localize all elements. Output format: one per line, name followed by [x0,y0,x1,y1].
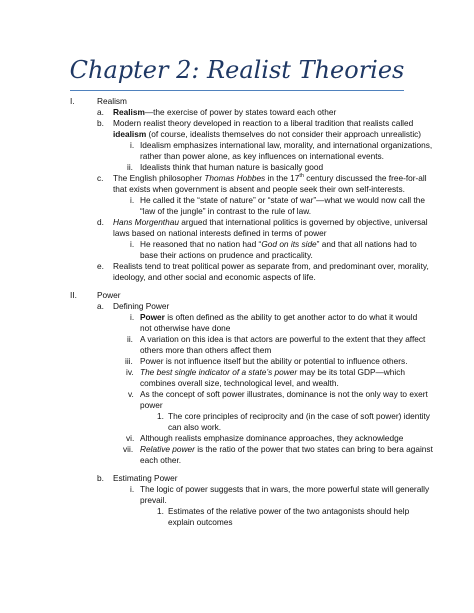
key-term: idealism [113,129,147,139]
key-term: Realism [113,107,145,117]
item-text: Realists tend to treat political power as separate from, and predominant over, morality, [113,261,429,271]
subitem-text: Although realists emphasize dominance approaches, they acknowledge [140,433,404,443]
item-marker: c. [97,173,104,183]
item-marker: a. [97,301,104,311]
subitem-text: rather than power alone, as key influences on international events. [140,151,384,161]
subitem-text: is often defined as the ability to get another actor to do what it would [164,312,418,322]
item-text: laws based on national interests defined in terms of power [113,228,327,238]
item-marker: b. [97,118,104,128]
subitem-text: Idealists think that human nature is basically good [140,162,324,172]
item-text: century discussed the free-for-all [303,173,427,183]
item-text: (of course, idealists themselves do not consider their approach unrealistic) [146,129,422,139]
subitem-text: He reasoned that no nation had “ [140,239,262,249]
item-marker: e. [97,261,104,271]
subitem-marker: i. [130,239,135,249]
item-marker: a. [97,107,104,117]
item-text: —the exercise of power by states toward each other [144,107,337,117]
subitem-text: A variation on this idea is that actors are powerful to the extent that they affect [140,334,426,344]
subsubitem-marker: 1. [157,506,164,516]
outline-subitem [140,367,405,378]
key-term: Power [140,312,165,322]
subitem-marker: i. [130,312,135,322]
outline-item [113,217,428,228]
subitem-text: “law of the jungle” in contrast to the rule of law. [140,206,312,216]
subitem-marker: i. [130,484,135,494]
subitem-text: base their actions on prudence and practicality. [140,250,313,260]
subitem-text: As the concept of soft power illustrates, dominance is not the only way to exert [140,389,428,399]
section-marker: I. [70,96,75,106]
subitem-marker: iii. [125,356,133,366]
item-text: Defining Power [113,301,170,311]
emphasis: God on its side [261,239,317,249]
outline-subitem [140,312,417,323]
item-marker: b. [97,473,104,483]
person-name: Hans Morgenthau [113,217,179,227]
outline-item [113,107,336,118]
person-name: Thomas Hobbes [204,173,266,183]
subitem-marker: ii. [127,162,133,172]
emphasis: The best single indicator of a state’s power [140,367,298,377]
subitem-text: not otherwise have done [140,323,231,333]
item-text: that exists when government is absent and people seek their own self-interests. [113,184,405,194]
subitem-text: Idealism emphasizes international law, morality, and international organizations, [140,140,433,150]
item-text: The English philosopher [113,173,205,183]
subitem-marker: v. [128,389,134,399]
subitem-marker: iv. [126,367,134,377]
section-marker: II. [70,290,77,300]
subitem-marker: vi. [126,433,135,443]
section-heading-realism: Realism [97,96,127,106]
subitem-marker: vii. [123,444,134,454]
subitem-text: prevail. [140,495,167,505]
subitem-text: Power is not influence itself but the ability or potential to influence others. [140,356,408,366]
subitem-marker: ii. [127,334,133,344]
item-text: ideology, and other social and economic aspects of life. [113,272,316,282]
subsubitem-text: The core principles of reciprocity and (in the case of soft power) identity [168,411,430,421]
ordinal-suffix: th [299,173,304,180]
subsubitem-text: can also work. [168,422,222,432]
item-text: Modern realist theory developed in reaction to a liberal tradition that realists called [113,118,414,128]
outline-item [113,129,421,140]
subsubitem-marker: 1. [157,411,164,421]
subitem-text: ” and that all nations had to [316,239,417,249]
subitem-text: He called it the “state of nature” or “state of war”—what we would now call the [140,195,425,205]
title-underline [70,90,404,91]
subitem-text: is the ratio of the power that two states can bring to bera against [194,444,433,454]
section-heading-power: Power [97,290,121,300]
outline-subitem [140,239,417,250]
subitem-marker: i. [130,140,135,150]
outline-subitem [140,444,433,455]
subsubitem-text: explain outcomes [168,517,233,527]
subitem-text: combines overall size, technological level, and wealth. [140,378,339,388]
emphasis: Relative power [140,444,195,454]
subitem-text: others more than others affect them [140,345,272,355]
item-text: argued that international politics is governed by objective, universal [178,217,428,227]
outline-item [113,173,427,184]
subitem-text: each other. [140,455,182,465]
item-text: in the 17 [265,173,300,183]
subitem-text: power [140,400,163,410]
subitem-text: may be its total GDP—which [297,367,406,377]
item-text: Estimating Power [113,473,178,483]
page-title: Chapter 2: Realist Theories [69,56,405,84]
subsubitem-text: Estimates of the relative power of the two antagonists should help [168,506,410,516]
item-marker: d. [97,217,104,227]
subitem-marker: i. [130,195,135,205]
subitem-text: The logic of power suggests that in wars, the more powerful state will generally [140,484,430,494]
